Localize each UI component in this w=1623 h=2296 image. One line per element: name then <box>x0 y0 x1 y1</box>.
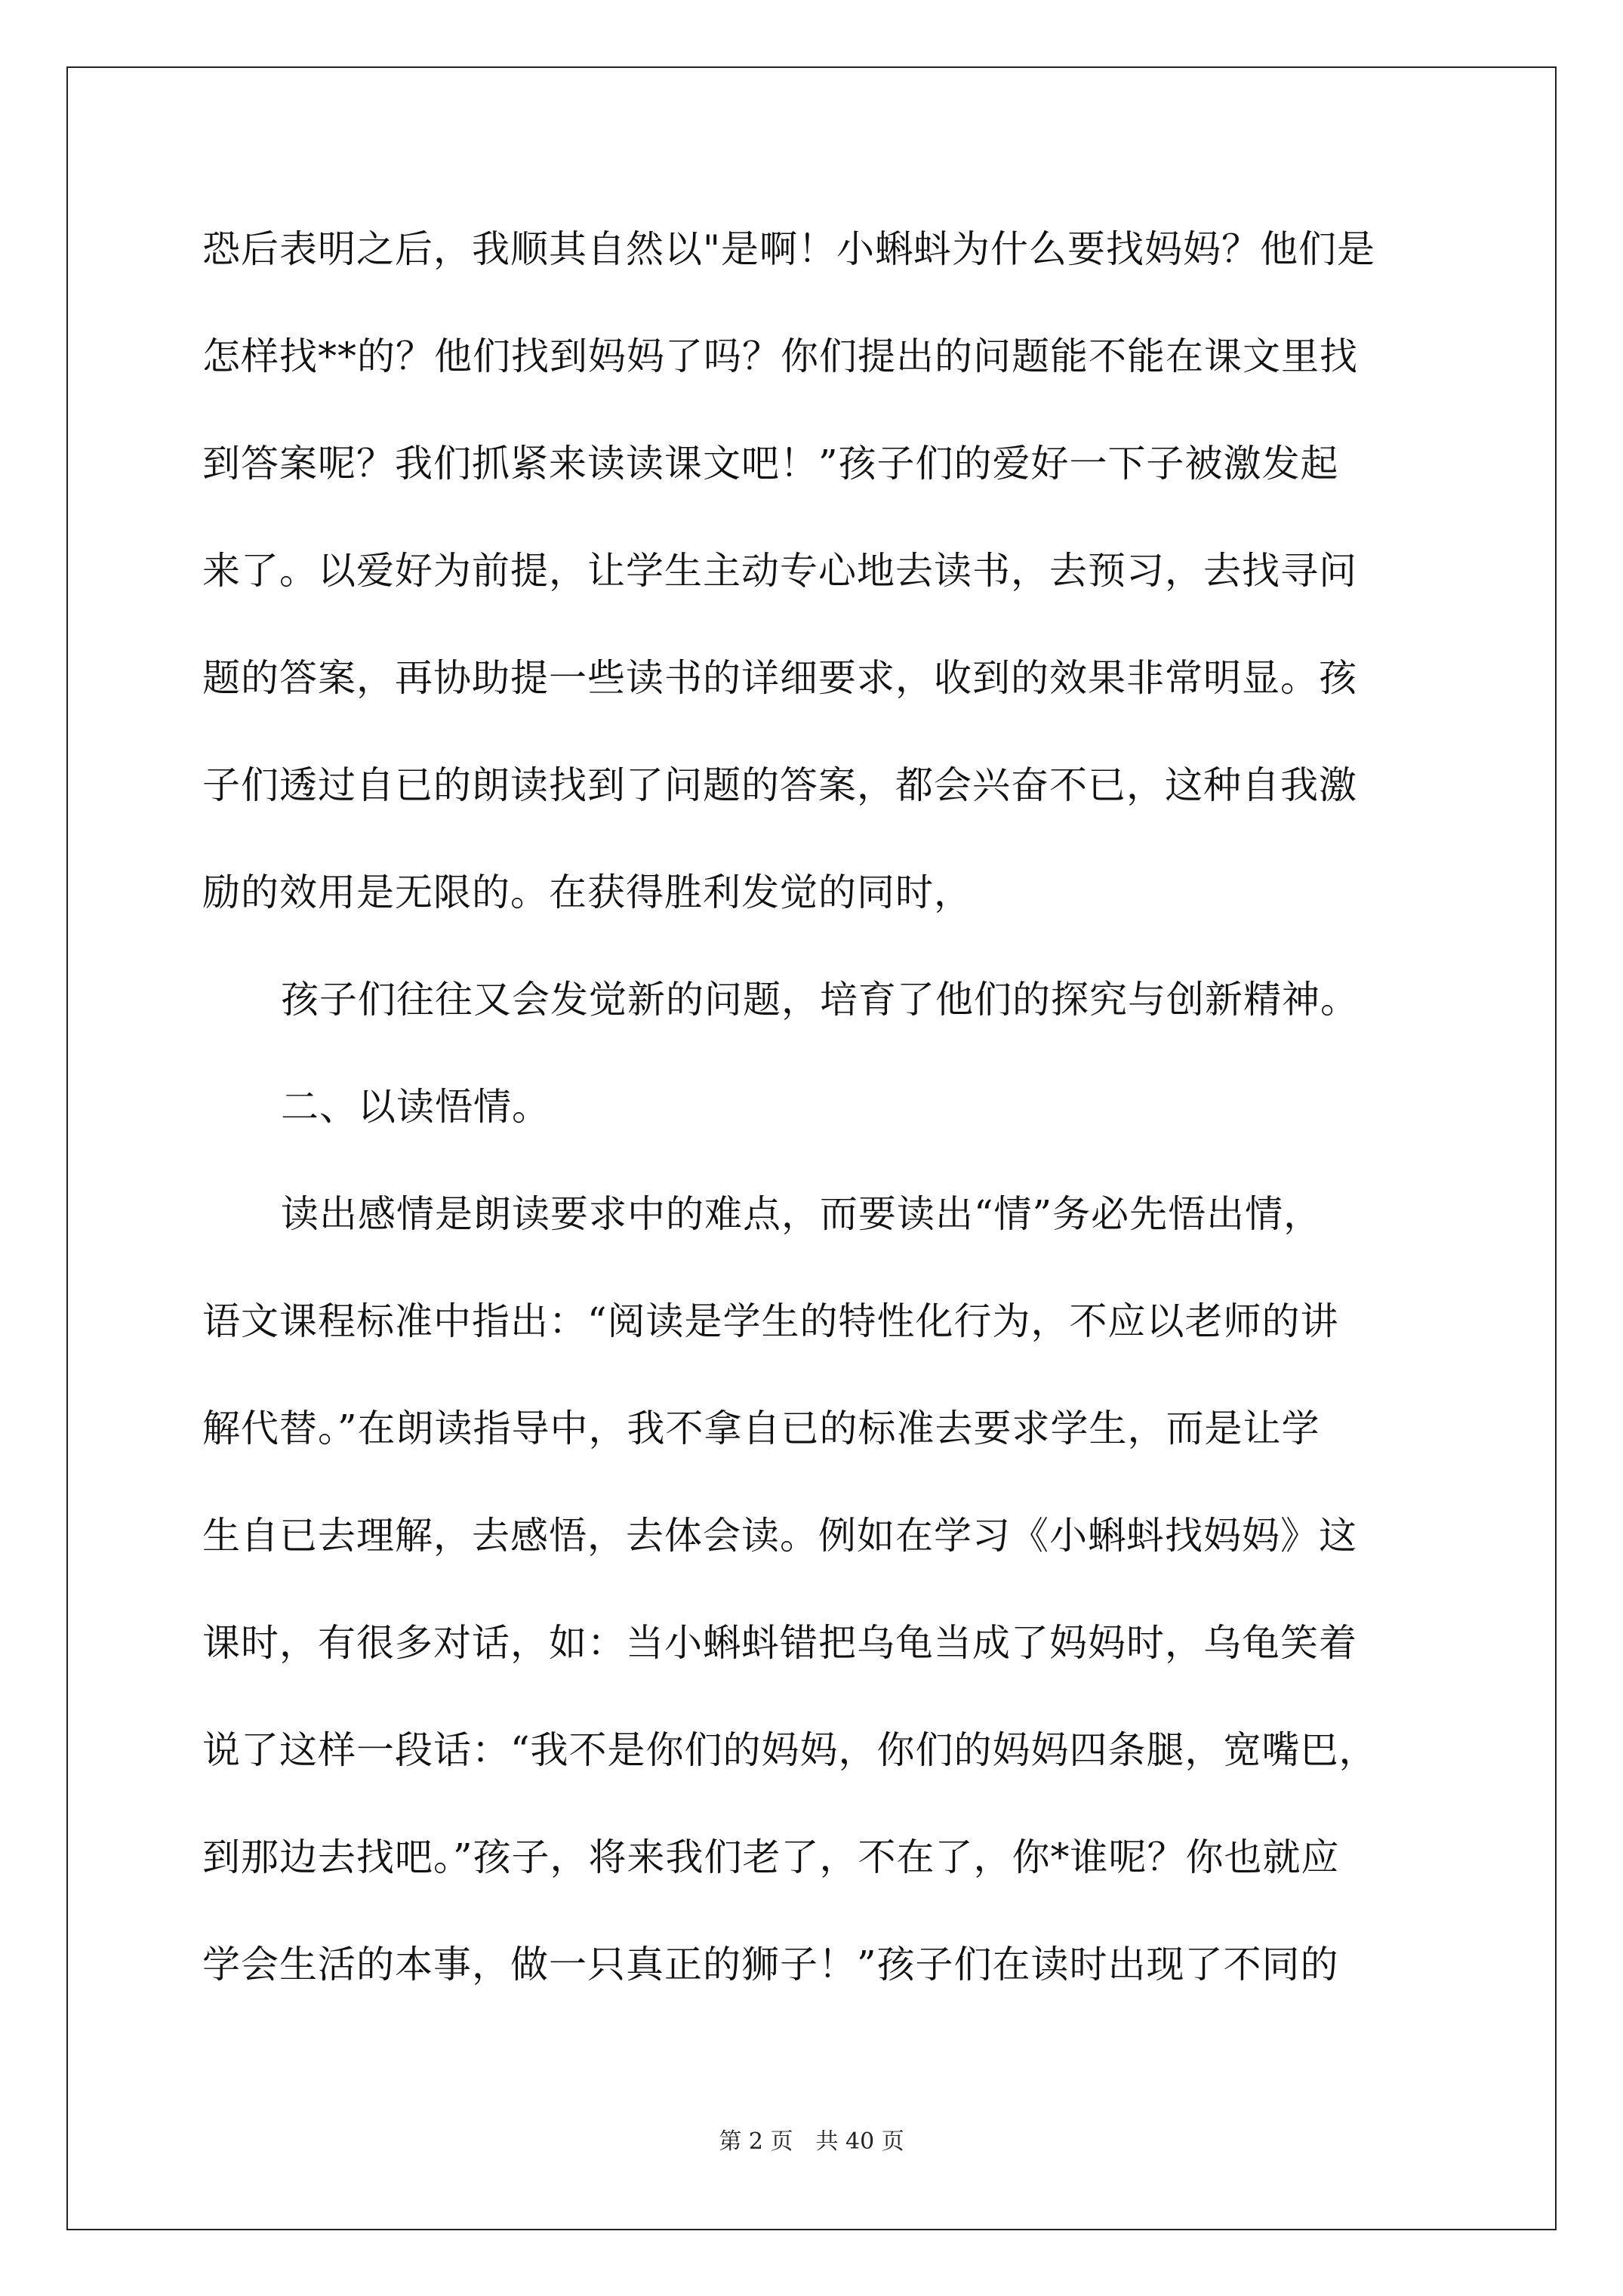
text-line: 励的效用是无限的。在获得胜利发觉的同时， <box>202 871 972 914</box>
text-line: 题的答案，再协助提一些读书的详细要求，收到的效果非常明显。孩 <box>202 656 1357 700</box>
document-body <box>202 219 1440 2042</box>
text-line: 说了这样一段话：“我不是你们的妈妈，你们的妈妈四条腿，宽嘴巴， <box>202 1728 1378 1772</box>
text-line: 来了。以爱好为前提，让学生主动专心地去读书，去预习，去找寻问 <box>202 549 1357 593</box>
paragraph-start-line: 读出感情是朗读要求中的难点，而要读出“情”务必先悟出情， <box>281 1192 1323 1236</box>
text-line: 到答案呢？我们抓紧来读读课文吧！”孩子们的爱好一下子被激发起 <box>202 442 1339 485</box>
page-footer: 第 2 页 共 40 页 <box>719 2128 904 2155</box>
text-line: 生自已去理解，去感悟，去体会读。例如在学习《小蝌蚪找妈妈》这 <box>202 1514 1357 1558</box>
text-line: 恐后表明之后，我顺其自然以"是啊！小蝌蚪为什么要找妈妈？他们是 <box>202 227 1375 271</box>
text-line: 到那边去找吧。”孩子，将来我们老了，不在了，你*谁呢？你也就应 <box>202 1835 1340 1879</box>
text-line: 语文课程标准中指出：“阅读是学生的特性化行为，不应以老师的讲 <box>202 1299 1339 1343</box>
paragraph-start-line: 孩子们往往又会发觉新的问题，培育了他们的探究与创新精神。 <box>281 978 1359 1022</box>
section-heading: 二、以读悟情。 <box>281 1085 550 1129</box>
text-line: 怎样找**的？他们找到妈妈了吗？你们提出的问题能不能在课文里找 <box>202 334 1358 378</box>
text-line: 解代替。”在朗读指导中，我不拿自已的标准去要求学生，而是让学 <box>202 1407 1320 1450</box>
text-line: 子们透过自已的朗读找到了问题的答案，都会兴奋不已，这种自我激 <box>202 763 1357 807</box>
text-line: 课时，有很多对话，如：当小蝌蚪错把乌龟当成了妈妈时，乌龟笑着 <box>202 1621 1357 1665</box>
text-line: 学会生活的本事，做一只真正的狮子！”孩子们在读时出现了不同的 <box>202 1943 1339 1986</box>
